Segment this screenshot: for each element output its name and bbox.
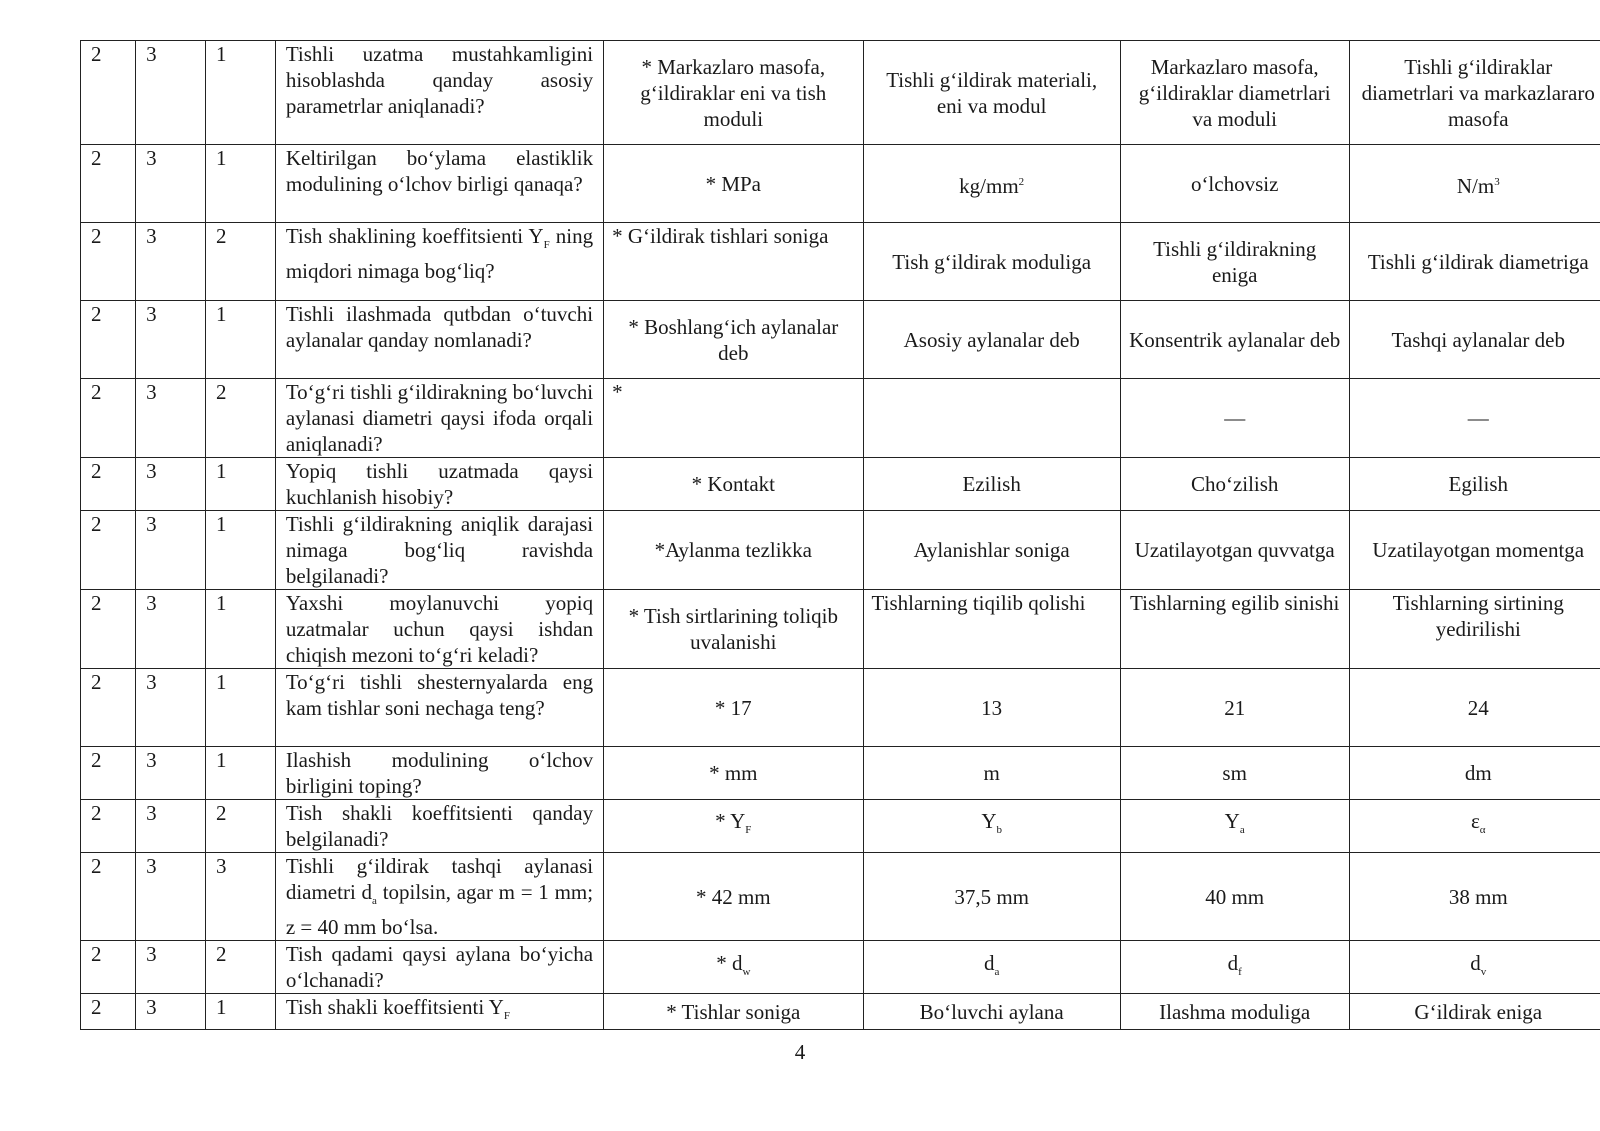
option-text: Markazlaro masofa, g‘ildiraklar diametrlari va moduli xyxy=(1138,54,1331,131)
option-text: N/m xyxy=(1456,173,1495,198)
question-text-tail: topilsin, agar m = 1 mm; z = 40 mm bo‘lsa. xyxy=(285,880,594,940)
option-text: G‘ildirak eniga xyxy=(1414,999,1543,1024)
question-subscript: F xyxy=(503,1010,510,1023)
answer-option-4 xyxy=(1349,590,1600,669)
option-text: Tishlarning egilib sinishi xyxy=(1130,591,1340,615)
answer-option-3 xyxy=(1120,994,1349,1030)
answer-option-1 xyxy=(604,301,863,379)
answer-option-4 xyxy=(1349,145,1600,223)
code-cell-a: 2 xyxy=(81,223,136,301)
table-row xyxy=(81,800,1600,853)
code-cell-b: 3 xyxy=(136,941,206,994)
answer-option-2 xyxy=(863,301,1120,379)
question-text: Keltirilgan bo‘ylama elastiklik modulining o‘lchov birligi qanaqa? xyxy=(285,146,594,196)
table-row xyxy=(81,853,1600,941)
answer-option-3 xyxy=(1120,223,1349,301)
question-cell xyxy=(275,379,603,458)
question-subscript: F xyxy=(543,239,550,252)
option-subscript: v xyxy=(1480,965,1487,978)
option-text: ε xyxy=(1470,809,1480,834)
code-cell-b: 3 xyxy=(136,41,206,145)
answer-option-3 xyxy=(1120,145,1349,223)
answer-option-1 xyxy=(604,41,863,145)
answer-option-3 xyxy=(1120,941,1349,994)
option-text: Uzatilayotgan quvvatga xyxy=(1134,538,1335,562)
table-row xyxy=(81,590,1600,669)
code-cell-b: 3 xyxy=(136,379,206,458)
question-text: Tish shakli koeffitsienti qanday belgilanadi? xyxy=(285,801,594,851)
option-text: m xyxy=(983,761,1000,785)
option-text: Ezilish xyxy=(962,472,1021,496)
option-text: * mm xyxy=(709,761,758,785)
option-text: 21 xyxy=(1224,695,1246,720)
answer-option-3 xyxy=(1120,853,1349,941)
answer-option-4 xyxy=(1349,941,1600,994)
code-cell-b: 3 xyxy=(136,145,206,223)
option-text: * d xyxy=(716,950,743,975)
answer-option-3 xyxy=(1120,379,1349,458)
answer-option-1 xyxy=(604,669,863,747)
question-text: Ilashish modulining o‘lchov birligini toping? xyxy=(285,748,594,798)
table-row xyxy=(81,145,1600,223)
code-cell-c: 1 xyxy=(205,590,275,669)
question-cell xyxy=(275,941,603,994)
table-row xyxy=(81,747,1600,800)
page-number: 4 xyxy=(794,1040,806,1064)
table-row xyxy=(81,941,1600,994)
answer-option-3 xyxy=(1120,301,1349,379)
code-cell-b: 3 xyxy=(136,590,206,669)
question-text: Tishli g‘ildirakning aniqlik darajasi nimaga bog‘liq ravishda belgilanadi? xyxy=(285,512,594,588)
option-text: Asosiy aylanalar deb xyxy=(903,327,1080,352)
option-text: * G‘ildirak tishlari soniga xyxy=(612,224,829,248)
answer-option-3 xyxy=(1120,800,1349,853)
answer-option-2 xyxy=(863,458,1120,511)
question-cell xyxy=(275,41,603,145)
code-cell-a: 2 xyxy=(81,747,136,800)
answer-option-4 xyxy=(1349,747,1600,800)
code-cell-c: 3 xyxy=(205,853,275,941)
question-cell xyxy=(275,590,603,669)
answer-option-1 xyxy=(604,458,863,511)
code-cell-c: 1 xyxy=(205,458,275,511)
code-cell-b: 3 xyxy=(136,800,206,853)
option-subscript: w xyxy=(742,965,751,978)
code-cell-b: 3 xyxy=(136,747,206,800)
option-text: * Boshlang‘ich aylanalar deb xyxy=(628,314,839,365)
question-text: To‘g‘ri tishli shesternyalarda eng kam tishlar soni nechaga teng? xyxy=(285,670,594,720)
option-text: Tishli g‘ildirak materiali, eni va modul xyxy=(886,67,1098,118)
option-text: Tashqi aylanalar deb xyxy=(1391,327,1565,352)
code-cell-c: 2 xyxy=(205,223,275,301)
option-text: Tishlarning tiqilib qolishi xyxy=(871,591,1086,615)
answer-option-2 xyxy=(863,747,1120,800)
answer-option-1 xyxy=(604,511,863,590)
question-text: Tishli uzatma mustahkamligini hisoblashda qanday asosiy parametrlar aniqlanadi? xyxy=(285,42,594,118)
option-text: Y xyxy=(1224,809,1240,834)
answer-option-4 xyxy=(1349,853,1600,941)
question-cell xyxy=(275,669,603,747)
question-text: Tish shaklining koeffitsienti Y xyxy=(285,224,544,248)
answer-option-2 xyxy=(863,379,1120,458)
answer-option-2 xyxy=(863,590,1120,669)
answer-option-3 xyxy=(1120,458,1349,511)
option-text: * MPa xyxy=(705,171,762,196)
code-cell-b: 3 xyxy=(136,511,206,590)
question-cell xyxy=(275,145,603,223)
answer-option-1 xyxy=(604,379,863,458)
option-text: Tishli g‘ildiraklar diametrlari va markazlararo masofa xyxy=(1361,54,1595,131)
question-text: To‘g‘ri tishli g‘ildirakning bo‘luvchi aylanasi diametri qaysi ifoda orqali aniqlanadi? xyxy=(285,380,594,456)
option-text: Uzatilayotgan momentga xyxy=(1372,538,1585,562)
question-text: Tish shakli koeffitsienti Y xyxy=(285,995,504,1020)
option-text: * 17 xyxy=(714,695,752,720)
answer-option-3 xyxy=(1120,511,1349,590)
question-cell xyxy=(275,511,603,590)
table-row xyxy=(81,458,1600,511)
option-subscript: a xyxy=(1239,824,1245,837)
answer-option-2 xyxy=(863,669,1120,747)
question-cell xyxy=(275,994,603,1030)
answer-option-4 xyxy=(1349,41,1600,145)
code-cell-a: 2 xyxy=(81,41,136,145)
code-cell-c: 1 xyxy=(205,301,275,379)
option-text: sm xyxy=(1222,761,1247,785)
question-text: Tishli g‘ildirak tashqi aylanasi diametri d xyxy=(285,854,594,904)
option-text: — xyxy=(1224,406,1246,430)
answer-option-4 xyxy=(1349,379,1600,458)
answer-option-2 xyxy=(863,511,1120,590)
option-text: * Kontakt xyxy=(691,472,775,496)
option-text: *Aylanma tezlikka xyxy=(654,538,812,562)
code-cell-a: 2 xyxy=(81,800,136,853)
code-cell-a: 2 xyxy=(81,669,136,747)
answer-option-2 xyxy=(863,853,1120,941)
question-cell xyxy=(275,747,603,800)
code-cell-a: 2 xyxy=(81,853,136,941)
option-superscript: 2 xyxy=(1018,175,1025,188)
option-text: Konsentrik aylanalar deb xyxy=(1129,327,1341,352)
answer-option-3 xyxy=(1120,590,1349,669)
option-subscript: b xyxy=(996,824,1002,837)
code-cell-a: 2 xyxy=(81,994,136,1030)
code-cell-c: 1 xyxy=(205,41,275,145)
code-cell-a: 2 xyxy=(81,301,136,379)
option-text: Bo‘luvchi aylana xyxy=(919,999,1064,1024)
question-cell xyxy=(275,301,603,379)
question-text: Tishli ilashmada qutbdan o‘tuvchi aylanalar qanday nomlanadi? xyxy=(285,302,594,352)
code-cell-c: 1 xyxy=(205,669,275,747)
question-cell xyxy=(275,800,603,853)
question-text: Tish qadami qaysi aylana bo‘yicha o‘lchanadi? xyxy=(285,942,594,993)
answer-option-1 xyxy=(604,590,863,669)
answer-option-4 xyxy=(1349,458,1600,511)
question-text: Yopiq tishli uzatmada qaysi kuchlanish hisobiy? xyxy=(285,459,594,509)
answer-option-4 xyxy=(1349,511,1600,590)
answer-option-1 xyxy=(604,145,863,223)
code-cell-a: 2 xyxy=(81,145,136,223)
code-cell-c: 1 xyxy=(205,747,275,800)
answer-option-2 xyxy=(863,994,1120,1030)
option-text: Tishlarning sirtining yedirilishi xyxy=(1392,591,1564,641)
option-text: * Y xyxy=(715,809,746,834)
option-text: 38 mm xyxy=(1448,884,1508,909)
question-cell xyxy=(275,458,603,511)
question-text: Yaxshi moylanuvchi yopiq uzatmalar uchun qaysi ishdan chiqish mezoni to‘g‘ri keladi? xyxy=(285,591,594,667)
option-subscript: a xyxy=(994,965,1000,978)
option-subscript: α xyxy=(1479,824,1486,837)
code-cell-a: 2 xyxy=(81,590,136,669)
code-cell-c: 2 xyxy=(205,379,275,458)
option-text: Ilashma moduliga xyxy=(1159,999,1311,1024)
question-table xyxy=(80,40,1600,1030)
table-row xyxy=(81,379,1600,458)
answer-option-2 xyxy=(863,145,1120,223)
answer-option-3 xyxy=(1120,41,1349,145)
answer-option-1 xyxy=(604,223,863,301)
answer-option-1 xyxy=(604,800,863,853)
code-cell-b: 3 xyxy=(136,458,206,511)
answer-option-4 xyxy=(1349,223,1600,301)
option-text: Tishli g‘ildirakning eniga xyxy=(1153,236,1317,287)
option-text: dm xyxy=(1464,761,1492,785)
option-text: Tishli g‘ildirak diametriga xyxy=(1367,249,1589,274)
option-text: Aylanishlar soniga xyxy=(913,538,1070,562)
option-text: — xyxy=(1467,406,1489,430)
option-text: 37,5 mm xyxy=(954,884,1029,909)
answer-option-1 xyxy=(604,853,863,941)
option-text: d xyxy=(1470,950,1481,975)
code-cell-a: 2 xyxy=(81,941,136,994)
code-cell-c: 1 xyxy=(205,511,275,590)
option-superscript: 3 xyxy=(1494,175,1500,188)
answer-option-2 xyxy=(863,41,1120,145)
table-row xyxy=(81,301,1600,379)
option-text: Cho‘zilish xyxy=(1190,472,1279,496)
table-row xyxy=(81,41,1600,145)
option-text: d xyxy=(983,950,995,975)
option-text: Y xyxy=(981,809,997,834)
table-row xyxy=(81,223,1600,301)
answer-option-3 xyxy=(1120,747,1349,800)
code-cell-a: 2 xyxy=(81,379,136,458)
code-cell-c: 1 xyxy=(205,994,275,1030)
option-text: 24 xyxy=(1467,695,1489,720)
answer-option-4 xyxy=(1349,994,1600,1030)
code-cell-b: 3 xyxy=(136,853,206,941)
answer-option-3 xyxy=(1120,669,1349,747)
code-cell-c: 1 xyxy=(205,145,275,223)
option-subscript: f xyxy=(1238,965,1242,978)
code-cell-b: 3 xyxy=(136,669,206,747)
option-text: * Markazlaro masofa, g‘ildiraklar eni va tish moduli xyxy=(640,54,827,131)
question-cell xyxy=(275,223,603,301)
code-cell-b: 3 xyxy=(136,223,206,301)
table-row xyxy=(81,511,1600,590)
code-cell-c: 2 xyxy=(205,800,275,853)
answer-option-1 xyxy=(604,994,863,1030)
answer-option-2 xyxy=(863,800,1120,853)
option-text: 40 mm xyxy=(1205,884,1265,909)
option-subscript: F xyxy=(745,824,752,837)
answer-option-2 xyxy=(863,223,1120,301)
question-cell xyxy=(275,853,603,941)
code-cell-a: 2 xyxy=(81,511,136,590)
code-cell-c: 2 xyxy=(205,941,275,994)
answer-option-4 xyxy=(1349,669,1600,747)
option-text: Egilish xyxy=(1448,472,1509,496)
answer-option-1 xyxy=(604,747,863,800)
answer-option-1 xyxy=(604,941,863,994)
table-row xyxy=(81,994,1600,1030)
option-text: * Tishlar soniga xyxy=(666,999,801,1024)
question-subscript: a xyxy=(372,895,377,908)
option-text: d xyxy=(1227,950,1239,975)
option-text: Tish g‘ildirak moduliga xyxy=(892,249,1092,274)
code-cell-b: 3 xyxy=(136,994,206,1030)
option-text: o‘lchovsiz xyxy=(1190,171,1279,196)
question-text-tail: ning miqdori nimaga bog‘liq? xyxy=(285,224,594,284)
option-text: * Tish sirtlarining toliqib uvalanishi xyxy=(628,604,839,654)
code-cell-b: 3 xyxy=(136,301,206,379)
option-text: kg/mm xyxy=(959,173,1019,198)
option-text: * 42 mm xyxy=(695,884,771,909)
answer-option-4 xyxy=(1349,800,1600,853)
option-text: 13 xyxy=(981,695,1003,720)
option-text: * xyxy=(612,380,623,404)
answer-option-2 xyxy=(863,941,1120,994)
answer-option-4 xyxy=(1349,301,1600,379)
code-cell-a: 2 xyxy=(81,458,136,511)
table-row xyxy=(81,669,1600,747)
